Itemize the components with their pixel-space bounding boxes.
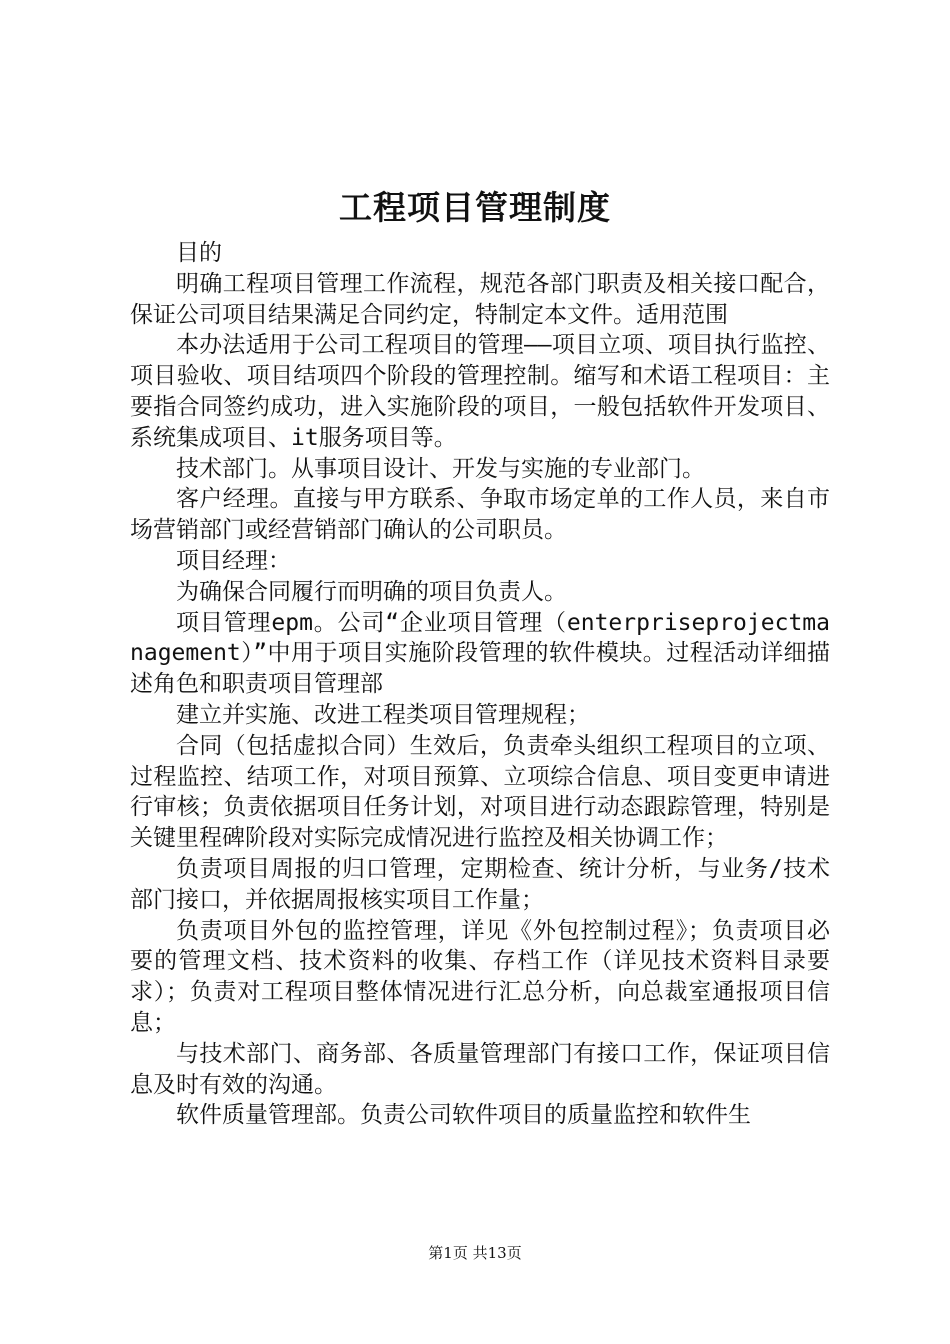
paragraph-project-manager: 为确保合同履行而明确的项目负责人。 bbox=[176, 578, 567, 605]
paragraph-software-quality: 软件质量管理部。负责公司软件项目的质量监控和软件生 bbox=[176, 1102, 751, 1129]
paragraph-pmo-contract: 合同（包括虚拟合同）生效后，负责牵头组织工程项目的立项、过程监控、结项工作，对项目预算、立项综合信息、项目变更申请进行审核；负责依据项目任务计划，对项目进行动态跟踪管理，特别是关键里程碑阶段对实际完成情况进行监控及相关协调工作； bbox=[130, 732, 830, 852]
paragraph-pmo-interface: 与技术部门、商务部、各质量管理部门有接口工作，保证项目信息及时有效的沟通。 bbox=[130, 1040, 830, 1098]
paragraph-project-manager-heading: 项目经理： bbox=[176, 547, 291, 574]
paragraph-purpose: 明确工程项目管理工作流程，规范各部门职责及相关接口配合，保证公司项目结果满足合同约定，特制定本文件。适用范围 bbox=[130, 270, 830, 328]
page-number-footer: 第1页 共13页 bbox=[428, 1244, 522, 1262]
paragraph-account-manager: 客户经理。直接与甲方联系、争取市场定单的工作人员，来自市场营销部门或经营销部门确认的公司职员。 bbox=[130, 486, 830, 544]
paragraph-purpose-heading: 目的 bbox=[176, 240, 222, 266]
paragraph-tech-dept: 技术部门。从事项目设计、开发与实施的专业部门。 bbox=[176, 455, 705, 482]
paragraph-pmo-weekly-report: 负责项目周报的归口管理，定期检查、统计分析，与业务/技术部门接口，并依据周报核实项目工作量； bbox=[130, 855, 830, 913]
document-title: 工程项目管理制度 bbox=[339, 188, 611, 227]
paragraph-pmo-outsourcing: 负责项目外包的监控管理，详见《外包控制过程》；负责项目必要的管理文档、技术资料的收集、存档工作（详见技术资料目录要求）；负责对工程项目整体情况进行汇总分析，向总裁室通报项目信息； bbox=[130, 917, 830, 1036]
paragraph-pmo-establish: 建立并实施、改进工程类项目管理规程； bbox=[176, 701, 590, 728]
document-body bbox=[130, 238, 830, 1131]
paragraph-epm: 项目管理epm。公司“企业项目管理（enterpriseprojectmanagement）”中用于项目实施阶段管理的软件模块。过程活动详细描述角色和职责项目管理部 bbox=[130, 609, 830, 698]
paragraph-scope: 本办法适用于公司工程项目的管理——项目立项、项目执行监控、项目验收、项目结项四个阶段的管理控制。缩写和术语工程项目：主要指合同签约成功，进入实施阶段的项目，一般包括软件开发项目、系统集成项目、it服务项目等。 bbox=[130, 332, 830, 451]
